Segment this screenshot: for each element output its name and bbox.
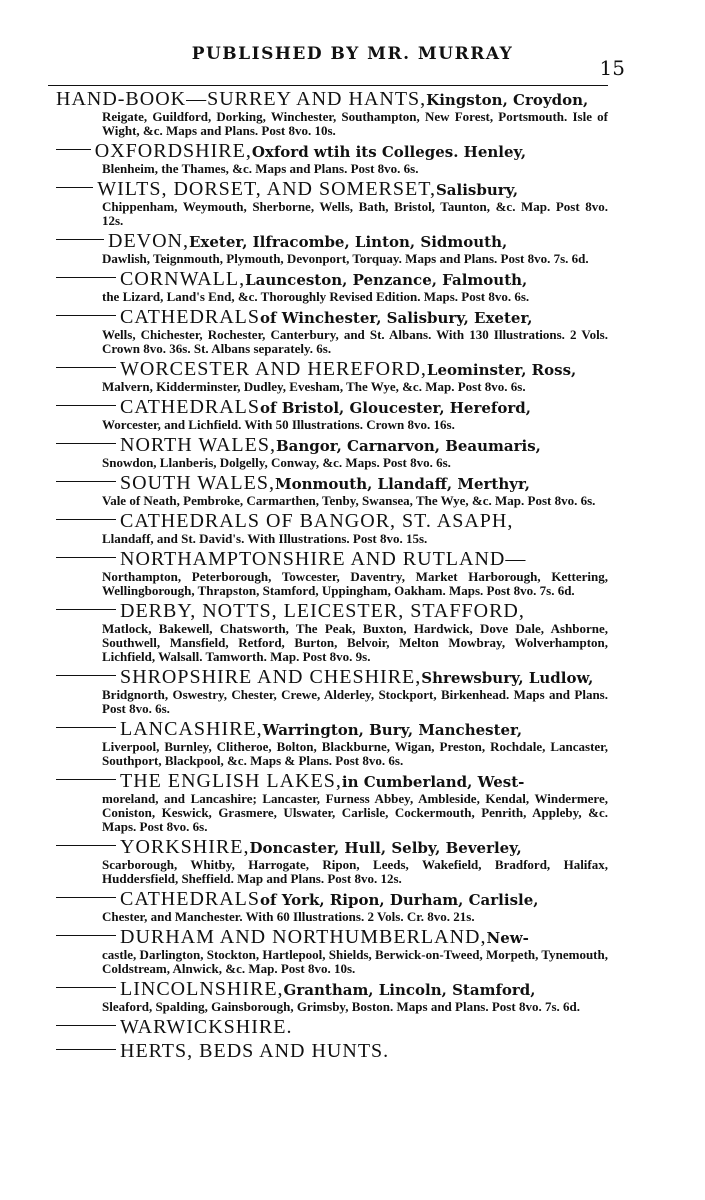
entry-title: CATHEDRALS [120,306,261,328]
entry-title-places: New- [486,929,529,947]
entry-description: Northampton, Peterborough, Towcester, Daventry, Market Harborough, Kettering, Wellingborough, Thrapston, Stamford, Uppingham, Oakham. Maps. Post 8vo. 7s. 6d. [102,569,608,598]
entry-heading [56,1040,608,1062]
entry-title-places: Grantham, Lincoln, Stamford, [283,981,536,999]
ditto-rule [56,987,116,988]
catalogue-entry [56,472,608,508]
running-head: PUBLISHED BY MR. MURRAY [191,44,514,64]
catalogue-entry [56,718,608,768]
ditto-rule [56,405,116,406]
entry-title: CATHEDRALS [120,396,261,418]
ditto-rule [56,481,116,482]
ditto-rule [56,277,116,278]
ditto-rule [56,149,91,150]
ditto-rule [56,1025,116,1026]
ditto-rule [56,519,116,520]
entry-title: HAND-BOOK—SURREY AND HANTS, [56,88,427,110]
entry-description: Scarborough, Whitby, Harrogate, Ripon, Leeds, Wakefield, Bradford, Halifax, Huddersfield, Sheffield. Map and Plans. Post 8vo. 12s. [102,857,608,886]
entry-title: NORTH WALES, [120,434,276,456]
entry-description: Matlock, Bakewell, Chatsworth, The Peak, Buxton, Hardwick, Dove Dale, Ashborne, Southwell, Mansfield, Retford, Burton, Belvoir, Melton Mowbray, Wolverhampton, Lichfield, Walsall. Tamworth. Map. Post 8vo. 9s. [102,621,608,664]
entry-title-places: Kingston, Croydon, [426,91,589,109]
entry-description: Reigate, Guildford, Dorking, Winchester, Southampton, New Forest, Portsmouth. Isle of Wight, &c. Maps and Plans. Post 8vo. 10s. [102,109,608,138]
entry-title-places: Launceston, Penzance, Falmouth, [245,271,528,289]
entry-title: WARWICKSHIRE. [120,1016,293,1038]
entry-title: CATHEDRALS [120,888,261,910]
catalogue-entry [56,88,608,138]
ditto-rule [56,897,116,898]
entry-title-places: of York, Ripon, Durham, Carlisle, [260,891,539,909]
entry-description: moreland, and Lancashire; Lancaster, Furness Abbey, Ambleside, Kendal, Windermere, Coniston, Keswick, Grasmere, Ulswater, Carlisle, Cockermouth, Penrith, Appleby, &c. Maps. Post 8vo. 6s. [102,791,608,834]
ditto-rule [56,557,116,558]
entry-title: WORCESTER AND HEREFORD, [120,358,427,380]
entry-title-places: Exeter, Ilfracombe, Linton, Sidmouth, [189,233,508,251]
catalogue-entry [56,836,608,886]
entry-heading [56,1016,608,1038]
entry-title-places: Doncaster, Hull, Selby, Beverley, [249,839,522,857]
entry-title-places: Oxford wtih its Colleges. Henley, [251,143,527,161]
entry-description: Sleaford, Spalding, Gainsborough, Grimsby, Boston. Maps and Plans. Post 8vo. 7s. 6d. [102,999,580,1014]
entry-title: WILTS, DORSET, AND SOMERSET, [97,178,436,200]
catalogue-entry [56,510,608,546]
ditto-rule [56,1049,116,1050]
entry-heading [56,472,608,494]
catalogue-entry [56,888,608,924]
entry-title-places: Salisbury, [435,181,519,199]
entry-title: NORTHAMPTONSHIRE AND RUTLAND— [120,548,527,570]
page-number: 15 [599,56,625,80]
entry-heading [56,358,608,380]
catalogue-entry [56,140,608,176]
catalogue-entry [56,396,608,432]
entry-title-places: of Winchester, Salisbury, Exeter, [260,309,533,327]
entry-title-places: Leominster, Ross, [426,361,577,379]
entry-heading [56,600,608,622]
ditto-rule [56,315,116,316]
ditto-rule [56,727,116,728]
entry-title: THE ENGLISH LAKES, [120,770,342,792]
catalogue-entry [56,770,608,834]
entry-heading [56,836,608,858]
entry-heading [56,770,608,792]
entry-description: Malvern, Kidderminster, Dudley, Evesham, The Wye, &c. Map. Post 8vo. 6s. [102,379,526,394]
entry-title: DEVON, [108,230,189,252]
entry-title-places: Shrewsbury, Ludlow, [421,669,594,687]
entry-title: DERBY, NOTTS, LEICESTER, STAFFORD, [120,600,525,622]
ditto-rule [56,845,116,846]
entry-title: OXFORDSHIRE, [94,140,252,162]
entry-description: Chester, and Manchester. With 60 Illustrations. 2 Vols. Cr. 8vo. 21s. [102,909,475,924]
entry-title: HERTS, BEDS AND HUNTS. [120,1040,390,1062]
entry-description: Vale of Neath, Pembroke, Carmarthen, Tenby, Swansea, The Wye, &c. Map. Post 8vo. 6s. [102,493,596,508]
entry-heading [56,548,608,570]
entry-heading [56,140,608,162]
entry-title-places: in Cumberland, West- [341,773,525,791]
entry-title: LANCASHIRE, [120,718,263,740]
entry-heading [56,230,608,252]
entry-description: castle, Darlington, Stockton, Hartlepool, Shields, Berwick-on-Tweed, Morpeth, Tynemouth, Coldstream, Alnwick, &c. Map. Post 8vo. 10s. [102,947,608,976]
entry-title-places: Monmouth, Llandaff, Merthyr, [274,475,531,493]
entry-title: SOUTH WALES, [120,472,275,494]
catalogue-entry [56,548,608,598]
entry-title: DURHAM AND NORTHUMBERLAND, [120,926,487,948]
entry-heading [56,396,608,418]
entry-heading [56,888,608,910]
catalogue-entry [56,230,608,266]
entry-description: Wells, Chichester, Rochester, Canterbury, and St. Albans. With 130 Illustrations. 2 Vols. Crown 8vo. 36s. St. Albans separately. 6s. [102,327,608,356]
entry-heading [56,926,608,948]
ditto-rule [56,367,116,368]
entry-description: Snowdon, Llanberis, Dolgelly, Conway, &c. Maps. Post 8vo. 6s. [102,455,451,470]
ditto-rule [56,935,116,936]
entry-heading [56,268,608,290]
ditto-rule [56,609,116,610]
entry-heading [56,306,608,328]
entry-description: Bridgnorth, Oswestry, Chester, Crewe, Alderley, Stockport, Birkenhead. Maps and Plans. Post 8vo. 6s. [102,687,608,716]
catalogue-entry [56,358,608,394]
entry-description: Llandaff, and St. David's. With Illustrations. Post 8vo. 15s. [102,531,428,546]
entry-title-places: Bangor, Carnarvon, Beaumaris, [275,437,541,455]
catalogue-entry [56,978,608,1014]
catalogue-entry [56,268,608,304]
entry-heading [56,666,608,688]
catalogue-entry [56,306,608,356]
entry-title-places: Warrington, Bury, Manchester, [262,721,523,739]
entry-description: Liverpool, Burnley, Clitheroe, Bolton, Blackburne, Wigan, Preston, Rochdale, Lancaster, Southport, Blackpool, &c. Maps & Plans. Post 8vo. 6s. [102,739,608,768]
catalogue-entry [56,666,608,716]
entry-description: the Lizard, Land's End, &c. Thoroughly Revised Edition. Maps. Post 8vo. 6s. [102,289,530,304]
entry-description: Blenheim, the Thames, &c. Maps and Plans. Post 8vo. 6s. [102,161,419,176]
entry-heading [56,718,608,740]
entry-heading [56,88,608,110]
ditto-rule [56,239,104,240]
book-listing [56,86,608,1062]
entry-title: LINCOLNSHIRE, [120,978,284,1000]
entry-heading [56,434,608,456]
entry-description: Dawlish, Teignmouth, Plymouth, Devonport, Torquay. Maps and Plans. Post 8vo. 7s. 6d. [102,251,589,266]
catalogue-entry [56,926,608,976]
entry-title-places: of Bristol, Gloucester, Hereford, [260,399,531,417]
ditto-rule [56,187,93,188]
entry-title: SHROPSHIRE AND CHESHIRE, [120,666,422,688]
entry-description: Chippenham, Weymouth, Sherborne, Wells, Bath, Bristol, Taunton, &c. Map. Post 8vo. 12s. [102,199,608,228]
entry-heading [56,178,608,200]
ditto-rule [56,779,116,780]
ditto-rule [56,443,116,444]
entry-heading [56,510,608,532]
catalogue-entry [56,600,608,664]
entry-title: CATHEDRALS OF BANGOR, ST. ASAPH, [120,510,514,532]
entry-heading [56,978,608,1000]
entry-description: Worcester, and Lichfield. With 50 Illustrations. Crown 8vo. 16s. [102,417,455,432]
catalogue-entry [56,178,608,228]
catalogue-entry [56,1016,608,1038]
entry-title: CORNWALL, [120,268,246,290]
catalogue-entry [56,434,608,470]
entry-title: YORKSHIRE, [120,836,250,858]
catalogue-entry [56,1040,608,1062]
ditto-rule [56,675,116,676]
